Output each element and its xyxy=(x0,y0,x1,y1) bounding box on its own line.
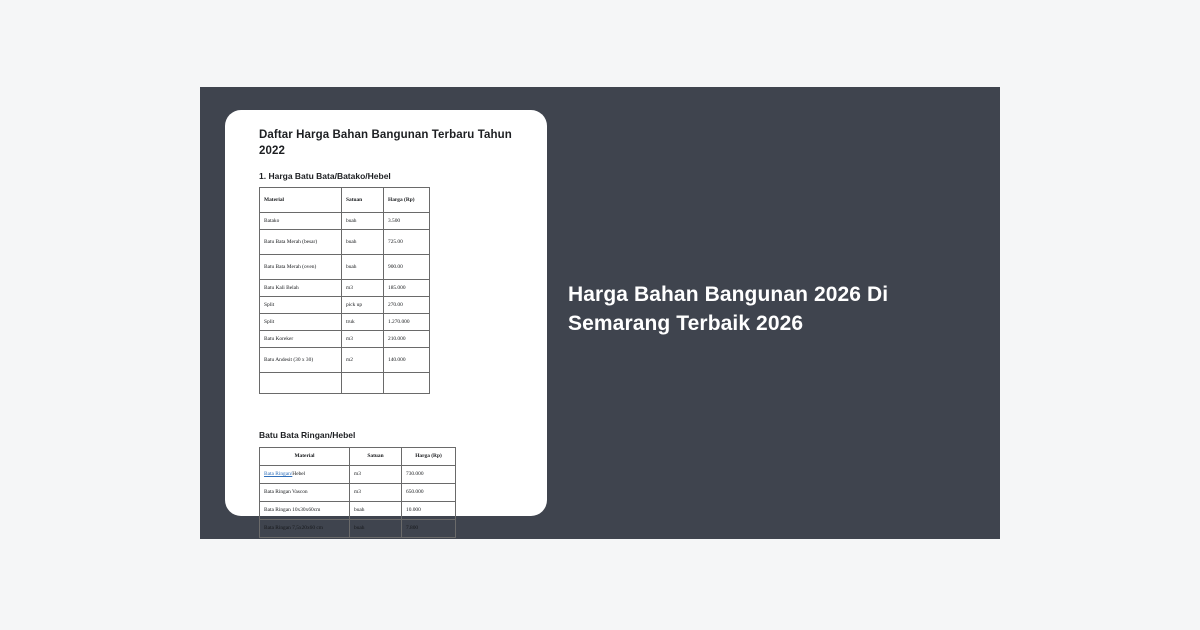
table-row xyxy=(260,348,430,373)
cell-material: Batu Kali Belah xyxy=(260,280,342,297)
table-bata-ringan xyxy=(259,447,456,538)
cell-material: Split xyxy=(260,314,342,331)
cell-harga: 650.000 xyxy=(402,484,456,502)
section-1-heading: 1. Harga Batu Bata/Batako/Hebel xyxy=(259,171,391,182)
table-row xyxy=(260,331,430,348)
cell-satuan: m3 xyxy=(342,280,384,297)
cell-material: Batu Bata Merah (besar) xyxy=(260,230,342,255)
cell-harga: 140.000 xyxy=(384,348,430,373)
cell-satuan: truk xyxy=(342,314,384,331)
column-header-harga: Harga (Rp) xyxy=(402,448,456,466)
cell-material: Batako xyxy=(260,213,342,230)
cell-satuan xyxy=(342,373,384,394)
cell-material: Batu Koreker xyxy=(260,331,342,348)
column-header-satuan: Satuan xyxy=(342,188,384,213)
cell-harga: 210.000 xyxy=(384,331,430,348)
cell-material: Bata Ringan 7,5x20x60 cm xyxy=(260,520,350,538)
section-2-heading: Batu Bata Ringan/Hebel xyxy=(259,430,356,441)
cell-harga xyxy=(384,373,430,394)
table-header-row xyxy=(260,188,430,213)
cell-satuan: m3 xyxy=(342,331,384,348)
cell-harga: 900.00 xyxy=(384,255,430,280)
table-row xyxy=(260,484,456,502)
table-row xyxy=(260,230,430,255)
cell-satuan: buah xyxy=(350,520,402,538)
cell-satuan: buah xyxy=(350,502,402,520)
table-row xyxy=(260,466,456,484)
table-row xyxy=(260,314,430,331)
cell-harga: 725.00 xyxy=(384,230,430,255)
cell-harga: 3.500 xyxy=(384,213,430,230)
cell-material xyxy=(260,373,342,394)
document-preview-panel xyxy=(225,110,547,532)
cell-material: Split xyxy=(260,297,342,314)
card-headline: Harga Bahan Bangunan 2026 Di Semarang Terbaik 2026 xyxy=(568,283,889,335)
cell-harga: 10.000 xyxy=(402,502,456,520)
cell-material-rest: Hebel xyxy=(292,471,306,478)
bata-ringan-link[interactable]: Bata Ringan/ xyxy=(264,471,293,478)
cell-satuan: m3 xyxy=(350,484,402,502)
cell-harga: 185.000 xyxy=(384,280,430,297)
document-title: Daftar Harga Bahan Bangunan Terbaru Tahun 2022 xyxy=(259,129,512,157)
table-row xyxy=(260,373,430,394)
column-header-material: Material xyxy=(260,448,350,466)
table-harga-batu-bata xyxy=(259,187,430,394)
cell-satuan: buah xyxy=(342,230,384,255)
table-row xyxy=(260,502,456,520)
section-spacer xyxy=(259,394,527,430)
table-row xyxy=(260,280,430,297)
cell-material: Batu Andesit (30 x 30) xyxy=(260,348,342,373)
column-header-satuan: Satuan xyxy=(350,448,402,466)
cell-satuan: m3 xyxy=(350,466,402,484)
table-row xyxy=(260,520,456,538)
cell-material: Bata Ringan Vascon xyxy=(260,484,350,502)
cell-satuan: m2 xyxy=(342,348,384,373)
cell-satuan: pick up xyxy=(342,297,384,314)
column-header-harga: Harga (Rp) xyxy=(384,188,430,213)
cell-harga: 1.270.000 xyxy=(384,314,430,331)
table-row xyxy=(260,255,430,280)
table-header-row xyxy=(260,448,456,466)
cell-harga: 270.00 xyxy=(384,297,430,314)
table-row xyxy=(260,297,430,314)
cell-material: Batu Bata Merah (oven) xyxy=(260,255,342,280)
cell-harga: 730.000 xyxy=(402,466,456,484)
cell-material: Bata Ringan 10x30x60cm xyxy=(260,502,350,520)
cell-satuan: buah xyxy=(342,255,384,280)
cell-material xyxy=(260,466,350,484)
cell-harga: 7.800 xyxy=(402,520,456,538)
cell-satuan: buah xyxy=(342,213,384,230)
table-row xyxy=(260,213,430,230)
column-header-material: Material xyxy=(260,188,342,213)
